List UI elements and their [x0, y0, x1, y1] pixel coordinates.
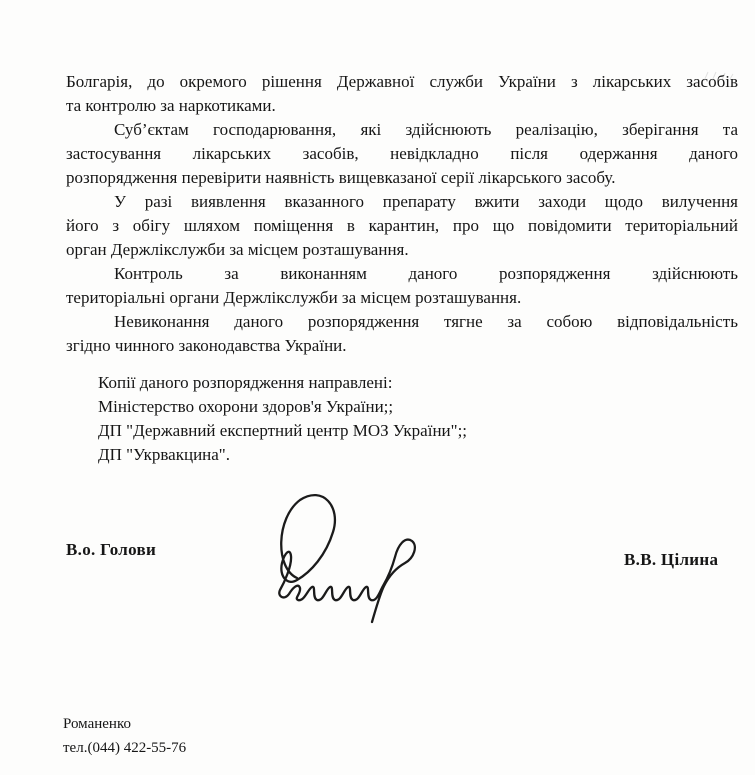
document-line: його з обігу шляхом поміщення в карантин, про що повідомити територіальний — [66, 216, 738, 235]
copies-recipient-line: ДП "Укрвакцина". — [98, 445, 230, 464]
signer-role-label: В.о. Голови — [66, 540, 157, 559]
document-line: та контролю за наркотиками. — [66, 96, 276, 115]
document-line: розпорядження перевірити наявність вищевказаної серії лікарського засобу. — [66, 168, 616, 187]
document-line: Контроль за виконанням даного розпорядження здійснюють — [114, 264, 738, 283]
document-line: Болгарія, до окремого рішення Державної служби України з лікарських засобів — [66, 72, 738, 91]
document-body — [66, 70, 738, 467]
document-line: територіальні органи Держлікслужби за місцем розташування. — [66, 288, 522, 307]
contact-phone: тел.(044) 422-55-76 — [63, 740, 187, 756]
document-line: Суб’єктам господарювання, які здійснюють реалізацію, зберігання та — [114, 120, 738, 139]
copies-header-line: Копії даного розпорядження направлені: — [98, 373, 393, 392]
copies-recipient-line: Міністерство охорони здоров'я України;; — [98, 397, 394, 416]
document-line: застосування лікарських засобів, невідкладно після одержання даного — [66, 144, 738, 163]
document-line: орган Держлікслужби за місцем розташування. — [66, 240, 409, 259]
document-line: згідно чинного законодавства України. — [66, 336, 347, 355]
copies-recipient-line: ДП "Державний експертний центр МОЗ України";; — [98, 421, 468, 440]
signer-name-label: В.В. Цілина — [624, 550, 719, 569]
contact-footer — [63, 714, 186, 762]
document-line: У разі виявлення вказанного препарату вжити заходи щодо вилучення — [114, 192, 738, 211]
copies-list — [66, 371, 738, 467]
handwritten-signature-icon — [266, 490, 436, 628]
scan-artifact-mark — [698, 70, 738, 84]
document-line: Невиконання даного розпорядження тягне за собою відповідальність — [114, 312, 738, 331]
contact-name: Романенко — [63, 716, 131, 732]
